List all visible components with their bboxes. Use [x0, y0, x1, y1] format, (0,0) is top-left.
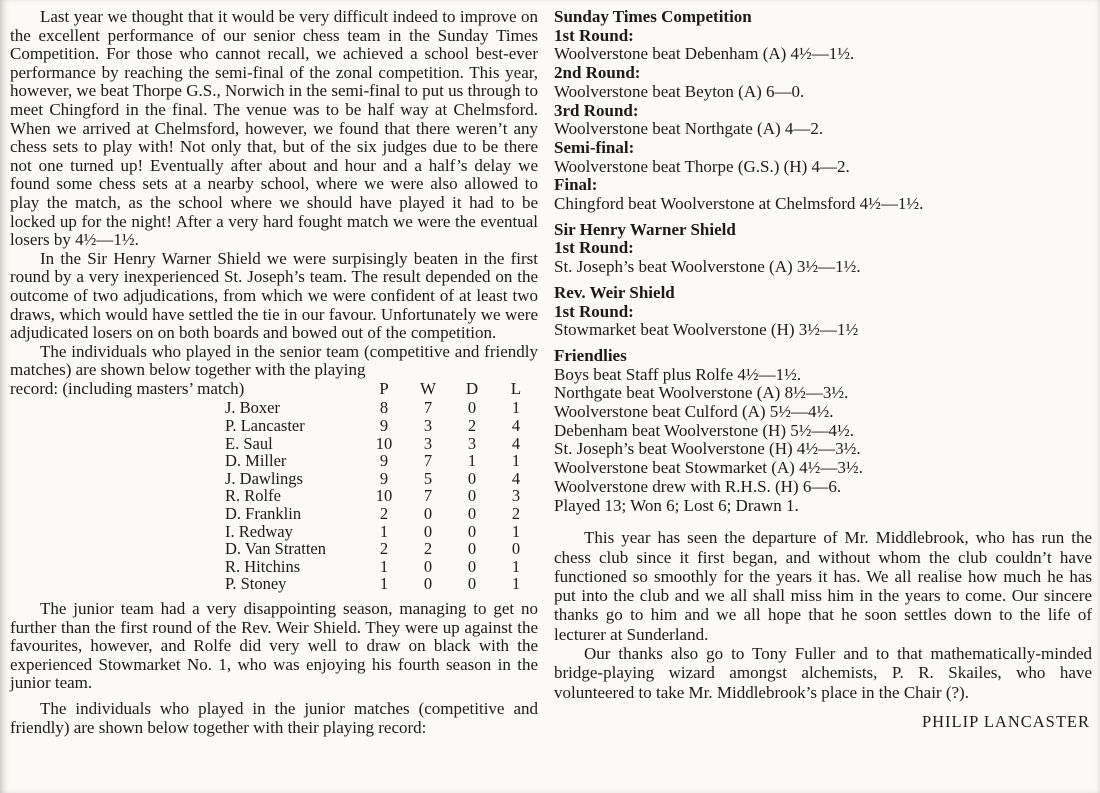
drawn-value: 0: [467, 521, 477, 541]
match-result: St. Joseph’s beat Woolverstone (H) 4½—3½.: [554, 439, 861, 459]
match-result: Boys beat Staff plus Rolfe 4½—1½.: [554, 364, 802, 384]
drawn-value: 0: [467, 574, 477, 594]
drawn-value: 3: [467, 433, 477, 453]
paragraph-sunday-times-report: Last year we thought that it would be very difficult indeed to improve on the excellent performance of our senior chess team in the Sunday Times Competition. For those who cannot recall, we achieved a school best-ever performance by reaching the semi-final of the zonal competition. This year, however, we beat Thorpe G.S., Norwich in the semi-final to put us through to meet Chingford in the final. The venue was to be half way at Chelmsford. When we arrived at Chelmsford, however, we found that there weren’t any chess sets to play with! Not only that, but of the six judges due to be there not one turned up! Eventually after about and hour and a half’s delay we found some chess sets at a nearby school, where we were also allowed to play the match, as the school where we should have played it had to be locked up for the night! After a very hard fought match we were the eventual losers by 4½—1½.: [10, 7, 538, 250]
column-header-won: W: [419, 378, 437, 398]
table-row: [225, 452, 538, 470]
won-value: 0: [423, 556, 433, 576]
senior-table-header-row: [10, 380, 538, 399]
column-header-drawn: D: [465, 378, 479, 398]
player-name: D. Franklin: [225, 504, 302, 524]
table-row: [225, 435, 538, 453]
played-value: 1: [379, 574, 389, 594]
senior-playing-record-table: [225, 399, 538, 593]
section-title: Friendlies: [554, 345, 627, 365]
lost-value: 3: [511, 486, 521, 506]
player-name: I. Redway: [225, 521, 293, 541]
player-name: R. Rolfe: [225, 486, 281, 506]
lost-value: 2: [511, 504, 521, 524]
match-result: Woolverstone beat Thorpe (G.S.) (H) 4—2.: [554, 156, 850, 176]
won-value: 0: [423, 521, 433, 541]
drawn-value: 1: [467, 451, 477, 471]
round-label: 3rd Round:: [554, 100, 639, 120]
match-result: Woolverstone beat Beyton (A) 6—0.: [554, 81, 805, 101]
won-value: 3: [423, 416, 433, 436]
played-value: 2: [379, 504, 389, 524]
lost-value: 1: [511, 398, 521, 418]
section-sunday-times: [554, 8, 1092, 214]
match-result: Stowmarket beat Woolverstone (H) 3½—1½: [554, 320, 859, 340]
won-value: 7: [423, 451, 433, 471]
senior-record-label: record: (including masters’ match): [10, 378, 245, 398]
won-value: 5: [423, 468, 433, 488]
won-value: 2: [423, 539, 433, 559]
lost-value: 4: [511, 433, 521, 453]
played-value: 9: [379, 416, 389, 436]
table-row: [225, 487, 538, 505]
player-name: P. Stoney: [225, 574, 287, 594]
match-result: Woolverstone beat Northgate (A) 4—2.: [554, 119, 824, 139]
table-row: [225, 505, 538, 523]
lost-value: 1: [511, 574, 521, 594]
played-value: 8: [379, 398, 389, 418]
drawn-value: 0: [467, 486, 477, 506]
won-value: 3: [423, 433, 433, 453]
won-value: 7: [423, 398, 433, 418]
table-row: [225, 417, 538, 435]
won-value: 0: [423, 504, 433, 524]
section-title: Sunday Times Competition: [554, 7, 752, 26]
table-row: [225, 523, 538, 541]
table-row: [225, 399, 538, 417]
lost-value: 4: [511, 416, 521, 436]
match-result: Woolverstone beat Culford (A) 5½—4½.: [554, 402, 834, 422]
match-result: St. Joseph’s beat Woolverstone (A) 3½—1½.: [554, 257, 861, 277]
drawn-value: 2: [467, 416, 477, 436]
played-value: 9: [379, 468, 389, 488]
played-value: 2: [379, 539, 389, 559]
section-weir-shield: [554, 284, 1092, 340]
played-value: 9: [379, 451, 389, 471]
won-value: 7: [423, 486, 433, 506]
played-value: 1: [379, 556, 389, 576]
match-result: Woolverstone beat Debenham (A) 4½—1½.: [554, 44, 855, 64]
left-column: [10, 8, 538, 793]
paragraph-middlebrook-farewell: This year has seen the departure of Mr. Middlebrook, who has run the chess club since it first began, and without whom the club couldn’t have functioned so smoothly for the years it has. We all realise how much he has put into the club and we all shall miss him in the years to come. Our sincere thanks go to him and we all hope that he soon settles down to the life of lecturer at Sunderland.: [554, 528, 1092, 644]
table-row: [225, 558, 538, 576]
lost-value: 1: [511, 451, 521, 471]
lost-value: 1: [511, 521, 521, 541]
played-value: 10: [375, 433, 393, 453]
drawn-value: 0: [467, 504, 477, 524]
drawn-value: 0: [467, 539, 477, 559]
round-label: 1st Round:: [554, 238, 634, 258]
author-signature: PHILIP LANCASTER: [921, 711, 1090, 731]
paragraph-senior-record-intro: The individuals who played in the senior team (competitive and friendly matches) are shown below together with the playing: [10, 341, 538, 380]
section-title: Rev. Weir Shield: [554, 282, 675, 302]
player-name: J. Boxer: [225, 398, 280, 418]
lost-value: 0: [511, 539, 521, 559]
round-label: 1st Round:: [554, 301, 634, 321]
drawn-value: 0: [467, 398, 477, 418]
round-label: 1st Round:: [554, 25, 634, 45]
section-title: Sir Henry Warner Shield: [554, 219, 736, 239]
match-result: Woolverstone beat Stowmarket (A) 4½—3½.: [554, 458, 863, 478]
round-label: Semi-final:: [554, 137, 635, 157]
match-result: Debenham beat Woolverstone (H) 5½—4½.: [554, 420, 854, 440]
player-name: D. Miller: [225, 451, 287, 471]
column-header-played: P: [379, 378, 389, 398]
match-result: Northgate beat Woolverstone (A) 8½—3½.: [554, 383, 849, 403]
table-row: [225, 540, 538, 558]
player-name: P. Lancaster: [225, 416, 305, 436]
column-header-lost: L: [510, 378, 522, 398]
match-result: Chingford beat Woolverstone at Chelmsford 4½—1½.: [554, 194, 924, 214]
table-row: [225, 470, 538, 488]
round-label: Final:: [554, 175, 598, 195]
drawn-value: 0: [467, 468, 477, 488]
section-friendlies: [554, 347, 1092, 515]
played-value: 10: [375, 486, 393, 506]
paragraph-junior-team-report: The junior team had a very disappointing season, managing to get no further than the first round of the Rev. Weir Shield. They were up against the favourites, however, and Rolfe did very well to draw on black with the experienced Stowmarket No. 1, who was enjoying his fourth season in the junior team.: [10, 599, 538, 693]
table-row: [225, 575, 538, 593]
match-result: Woolverstone drew with R.H.S. (H) 6—6.: [554, 476, 842, 496]
played-value: 1: [379, 521, 389, 541]
right-column: [554, 8, 1092, 793]
season-summary: Played 13; Won 6; Lost 6; Drawn 1.: [554, 495, 799, 515]
paragraph-junior-record-intro: The individuals who played in the junior matches (competitive and friendly) are shown below together with their playing record:: [10, 698, 538, 737]
player-name: J. Dawlings: [225, 468, 303, 488]
paragraph-thanks: Our thanks also go to Tony Fuller and to that mathematically-minded bridge-playing wizard amongst alchemists, P. R. Skailes, who have volunteered to take Mr. Middlebrook’s place in the Chair (?).: [554, 644, 1092, 702]
player-name: R. Hitchins: [225, 556, 301, 576]
lost-value: 4: [511, 468, 521, 488]
drawn-value: 0: [467, 556, 477, 576]
won-value: 0: [423, 574, 433, 594]
player-name: E. Saul: [225, 433, 273, 453]
paragraph-warner-shield-report: In the Sir Henry Warner Shield we were surpisingly beaten in the first round by a very inexperienced St. Joseph’s team. The result depended on the outcome of two adjudications, from which we were confident of at least two draws, which would have settled the tie in our favour. Unfortunately we were adjudicated losers on on both boards and bowed out of the competition.: [10, 248, 538, 343]
player-name: D. Van Stratten: [225, 539, 326, 559]
section-warner-shield: [554, 221, 1092, 277]
round-label: 2nd Round:: [554, 63, 641, 83]
lost-value: 1: [511, 556, 521, 576]
